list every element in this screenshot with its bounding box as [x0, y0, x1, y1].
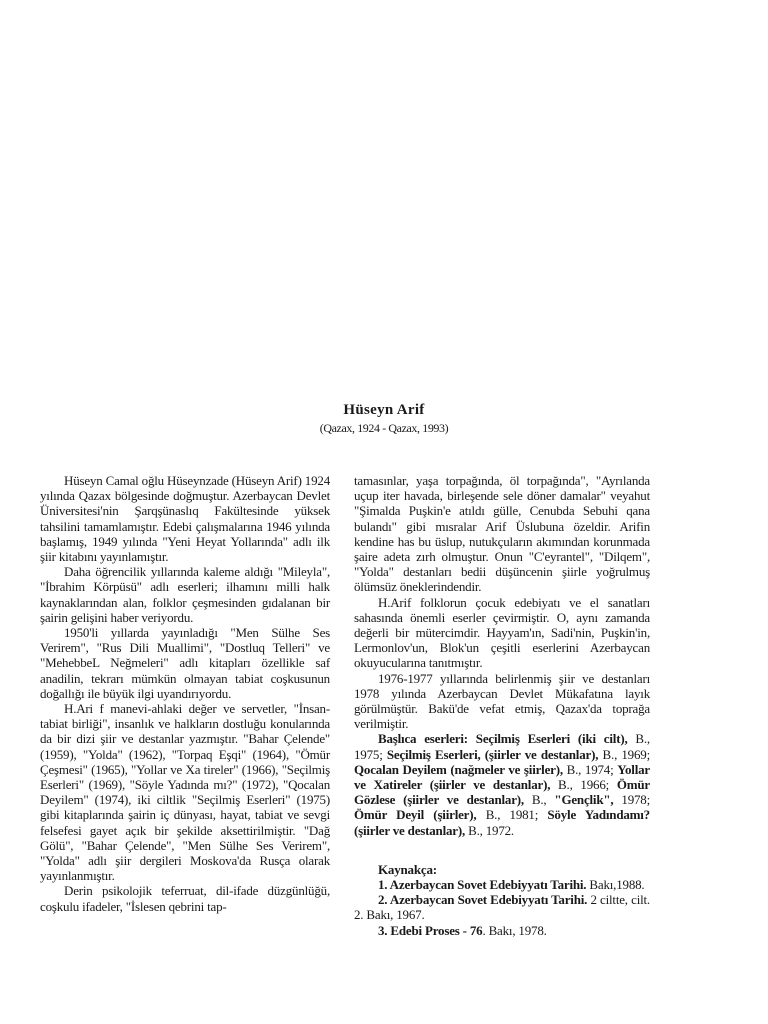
reference-item — [354, 892, 650, 922]
reference-title: 1. Azerbaycan Sovet Edebiyyatı Tarihi. — [378, 877, 587, 893]
work-info: B., 1974; — [562, 761, 618, 777]
reference-item — [354, 877, 650, 892]
paragraph: H.Arif folklorun çocuk edebiyatı ve el sanatları sahasında önemli eserler çevirmiştir. O, aynı zamanda değerli bir mütercimdir. Hayyam'ın, Sadi'nin, Puşkin'in, Lermonlov'un, Blok'un çeşitli eserlerini Azerbaycan okuyucularına tanıtmıştır. — [354, 594, 650, 671]
right-column — [354, 473, 650, 938]
reference-title: 3. Edebi Proses - 76 — [378, 922, 483, 938]
work-info: B., 1972. — [465, 822, 514, 838]
work-info: B., 1966; — [550, 777, 617, 793]
reference-title: 2. Azerbaycan Sovet Edebiyyatı Tarihi. — [378, 892, 588, 908]
article-subtitle: (Qazax, 1924 - Qazax, 1993) — [319, 421, 449, 435]
paragraph: tamasınlar, yaşa torpağında, öl torpağında", "Ayrılanda uçup iter havada, birleşende sele döner damalar" veyahut "Şimalda Puşkin'e atıldı gülle, Cenubda Sebuhi qana bulandı" gibi mısralar Arif Üslubuna özeldir. Arifin kendine has bu üslup, nutukçuların akımından korunmada şaire adeta zırh olmuştur. Onun "C'eyrantel", "Dilqem", "Yolda" destanları bedii düşüncenin şiirle yoğrulmuş ölümsüz öneklerindendir. — [354, 473, 650, 595]
works-list — [354, 731, 650, 837]
work-title: "Gençlik", — [554, 792, 614, 808]
reference-info: Bakı,1988. — [586, 877, 645, 893]
work-title: Ömür Gözlese (şiirler ve destanlar), — [354, 777, 650, 808]
paragraph: 1950'li yıllarda yayınladığı "Men Sülhe Ses Verirem", "Rus Dili Muallimi", "Dostluq Telleri" ve "MehebbeL Neğmeleri" adlı kitapları özellikle saf anadilin, tekrarı mümkün olmayan tabiat coşkusunun doğallığı ile büyük ilgi uyandırıyordu. — [40, 625, 330, 701]
works-label: Başlıca eserleri: — [378, 731, 468, 747]
paragraph: H.Ari f manevi-ahlaki değer ve servetler, "İnsan-tabiat birliği", insanlık ve halkların dostluğu konularında da bir dizi şiir ve destanlar yazmıştır. "Bahar Çelende" (1959), "Yolda" (1962), "Torpaq Eşqi" (1964), "Ömür Çeşmesi" (1965), "Yollar ve Xa tireler" (1966), "Seçilmiş Eserleri" (1969), "Söyle Yadında mı?" (1972), "Qocalan Deyilem" (1974), iki ciltlik "Seçilmiş Eserleri" (1975) gibi kitaplarında şairin iç dünyası, hayat, tabiat ve sevgi felsefesi gayet açık bir şekilde aksettirilmiştir. "Dağ Gölü", "Bahar Çelende", "Men Sülhe Ses Verirem", "Yolda" adlı şiir dergileri Moskova'da Rusça olarak yayınlanmıştır. — [40, 701, 330, 884]
paragraph: Derin psikolojik teferruat, dil-ifade düzgünlüğü, coşkulu ifadeler, "İslesen qebrini tap- — [40, 883, 330, 914]
left-column — [40, 473, 330, 914]
paragraph: Hüseyn Camal oğlu Hüseynzade (Hüseyn Arif) 1924 yılında Qazax bölgesinde doğmuştur. Azerbaycan Devlet Üniversitesi'nin Şarqşünaslıq Fakültesinde yüksek tahsilini tamamlamıştır. Edebi çalışmalarına 1946 yılında başlamış, 1949 yılında "Yeni Heyat Yollarında" adlı ilk şiir kitabını yayınlamıştır. — [40, 473, 330, 565]
reference-info: . Bakı, 1978. — [482, 922, 547, 938]
article-title: Hüseyn Arif — [343, 402, 425, 418]
work-info: B., 1969; — [598, 746, 650, 762]
work-title: Seçilmiş Eserleri, (şiirler ve destanlar), — [386, 746, 599, 762]
references-heading: Kaynakça: — [378, 861, 437, 877]
work-info: B., — [523, 792, 555, 808]
reference-info: 2 ciltte, cilt. 2. Bakı, 1967. — [354, 892, 650, 923]
work-title: Ömür Deyil (şiirler), — [354, 807, 477, 823]
paragraph: Daha öğrencilik yıllarında kaleme aldığı "Mileyla", "İbrahim Körpüsü" adlı eserleri; ilhamını milli halk kaynaklarından alan, folklor çeşmesinden gıdalanan bir şairin gelişini haber veriyordu. — [40, 564, 330, 625]
work-title: Yollar ve Xatireler (şiirler ve destanlar), — [354, 761, 650, 793]
work-info: B., 1975; — [354, 731, 650, 762]
paragraph: 1976-1977 yıllarında belirlenmiş şiir ve destanları 1978 yılında Azerbaycan Devlet Mükafatına layık görülmüştür. Bakü'de vefat etmiş, Qazax'da toprağa verilmiştir. — [354, 670, 650, 732]
reference-item — [354, 923, 650, 938]
work-title: Söyle Yadındamı? (şiirler ve destanlar), — [354, 807, 650, 838]
work-info: 1978; — [613, 792, 651, 808]
work-info: B., 1981; — [476, 807, 548, 823]
work-title: Qocalan Deyilem (nağmeler ve şiirler), — [354, 761, 563, 777]
work-title: Seçilmiş Eserleri (iki cilt), — [475, 731, 628, 747]
